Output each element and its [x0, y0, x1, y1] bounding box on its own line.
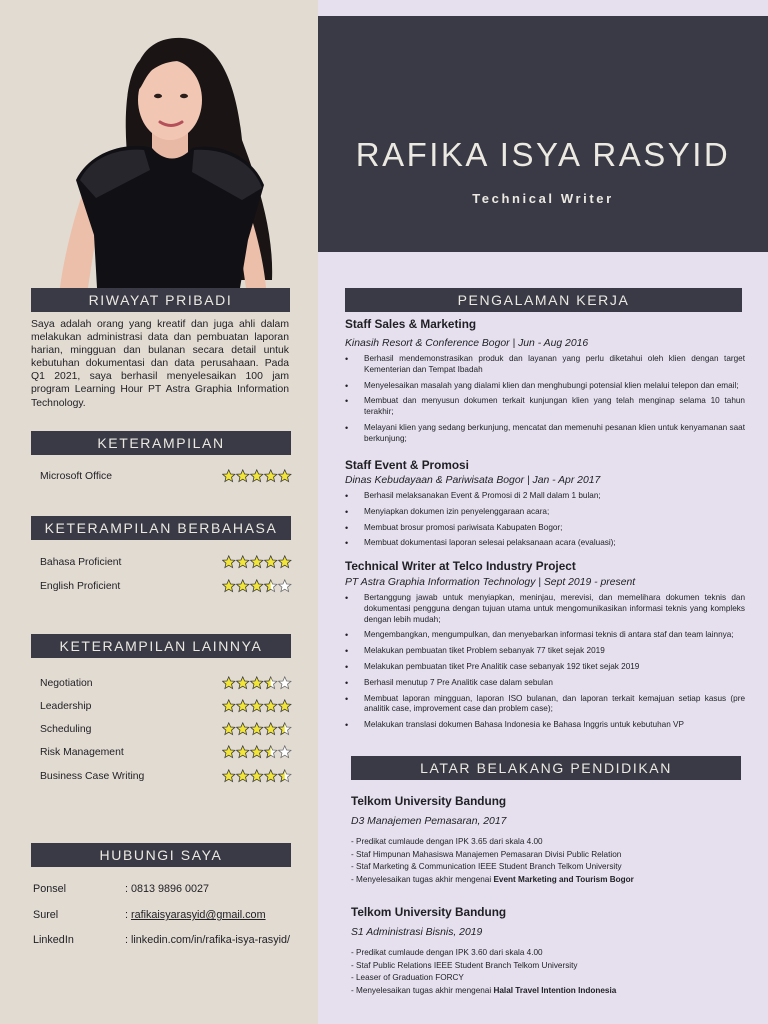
- job-bullet: • Menyelesaikan masalah yang dialami klien dan menghubungi potensial klien melalui telepon dan email;: [345, 381, 745, 392]
- job-bullet: • Berhasil menutup 7 Pre Analitik case dalam sebulan: [345, 678, 745, 689]
- section-languages-header: KETERAMPILAN BERBAHASA: [31, 516, 291, 540]
- education-items: [351, 947, 751, 997]
- education-item-bold: Halal Travel Intention Indonesia: [493, 985, 617, 995]
- job-title: Staff Event & Promosi: [345, 458, 469, 472]
- job-bullets: [345, 354, 745, 445]
- star-icon: [236, 745, 250, 759]
- star-icon: [250, 722, 264, 736]
- contact-phone-value: : 0813 9896 0027: [125, 883, 210, 895]
- star-icon: [250, 769, 264, 783]
- skill-row: [40, 722, 290, 738]
- contact-email-link[interactable]: rafikaisyarasyid@gmail.com: [131, 909, 266, 921]
- job-title: Staff Sales & Marketing: [345, 317, 477, 331]
- contact-email-row: [33, 907, 313, 923]
- education-item-text: - Predikat cumlaude dengan IPK 3.60 dari skala 4.00: [351, 948, 543, 957]
- job-bullets: [345, 593, 745, 731]
- section-education-header: LATAR BELAKANG PENDIDIKAN: [351, 756, 741, 780]
- skill-label: Risk Management: [40, 747, 124, 758]
- job-bullets: [345, 491, 745, 549]
- job-title: Technical Writer at Telco Industry Project: [345, 559, 576, 573]
- skill-row: [40, 745, 290, 761]
- star-icon: [222, 699, 236, 713]
- star-icon: [278, 469, 292, 483]
- name-banner: [318, 16, 768, 252]
- education-item-text: - Staf Marketing & Communication IEEE Student Branch Telkom University: [351, 862, 622, 872]
- education-school: Telkom University Bandung: [351, 794, 507, 808]
- star-icon: [236, 699, 250, 713]
- job-company: Dinas Kebudayaan & Pariwisata Bogor | Jan - Apr 2017: [345, 475, 601, 486]
- job-bullet: • Berhasil mendemonstrasikan produk dan layanan yang perlu diketahui oleh klien dengan target Kementerian dan Tempat Ibadah: [345, 354, 745, 376]
- education-entry-1: [351, 794, 751, 886]
- education-item-text: - Menyelesaikan tugas akhir mengenai: [351, 985, 494, 995]
- skill-label: Scheduling: [40, 724, 92, 735]
- star-icon: [278, 745, 292, 759]
- about-text: Saya adalah orang yang kreatif dan juga ahli dalam melakukan administrasi data dan pembuatan laporan harian, mingguan dan bulanan secara detail untuk kebutuhan dokumentasi dan data perusahaan. Pada Q1 2021, saya berhasil menyelesaikan 100 jam program Learning Hour PT Astra Graphia Information Technology.: [31, 319, 289, 409]
- education-item: [351, 861, 751, 874]
- star-icon: [222, 676, 236, 690]
- section-experience-header: PENGALAMAN KERJA: [345, 288, 742, 312]
- contact-email-label: Surel: [33, 909, 59, 921]
- contact-linkedin-row: [33, 932, 313, 948]
- star-icon: [250, 579, 264, 593]
- education-item: [351, 960, 751, 973]
- star-icon: [264, 579, 278, 593]
- job-bullet: • Membuat laporan mingguan, laporan ISO bulanan, dan laporan terkait kemajuan setiap kasus (pre analitik case, improvement case dan problem case);: [345, 694, 745, 716]
- education-school: Telkom University Bandung: [351, 905, 507, 919]
- star-icon: [264, 555, 278, 569]
- job-bullet: • Melakukan translasi dokumen Bahasa Indonesia ke Bahasa Inggris untuk kebutuhan VP: [345, 720, 745, 731]
- star-rating: [222, 579, 292, 595]
- star-rating: [222, 699, 292, 715]
- job-bullet: • Membuat brosur promosi pariwisata Kabupaten Bogor;: [345, 523, 745, 534]
- job-company: PT Astra Graphia Information Technology | Sept 2019 - present: [345, 577, 636, 588]
- education-degree: D3 Manajemen Pemasaran, 2017: [351, 816, 507, 827]
- section-other-skills-header: KETERAMPILAN LAINNYA: [31, 634, 291, 658]
- education-items: [351, 836, 751, 886]
- section-contact-header: HUBUNGI SAYA: [31, 843, 291, 867]
- skill-label: Negotiation: [40, 678, 93, 689]
- job-bullet: • Membuat dan menyusun dokumen terkait kunjungan klien yang telah menginap selama 10 tahun terakhir;: [345, 396, 745, 418]
- profile-photo: [52, 30, 274, 288]
- contact-phone-label: Ponsel: [33, 883, 67, 895]
- job-bullet: • Melakukan pembuatan tiket Problem sebanyak 77 tiket sejak 2019: [345, 646, 745, 657]
- education-item-text: - Menyelesaikan tugas akhir mengenai: [351, 874, 494, 884]
- job-bullet: • Membuat dokumentasi laporan selesai pelaksanaan acara (evaluasi);: [345, 538, 745, 549]
- skill-label: Leadership: [40, 701, 92, 712]
- star-icon: [236, 722, 250, 736]
- skill-label: Business Case Writing: [40, 771, 145, 782]
- star-icon: [250, 676, 264, 690]
- star-icon: [222, 555, 236, 569]
- star-icon: [278, 699, 292, 713]
- education-item-text: - Predikat cumlaude dengan IPK 3.65 dari skala 4.00: [351, 837, 543, 846]
- job-bullet: • Mengembangkan, mengumpulkan, dan menyebarkan informasi teknis di antara staf dan team lainnya;: [345, 630, 745, 641]
- star-icon: [222, 722, 236, 736]
- star-rating: [222, 469, 292, 485]
- education-item-text: - Staf Himpunan Mahasiswa Manajemen Pemasaran Divisi Public Relation: [351, 849, 622, 859]
- skill-label: English Proficient: [40, 581, 121, 592]
- star-icon: [264, 745, 278, 759]
- star-icon: [236, 579, 250, 593]
- job-bullet: • Melakukan pembuatan tiket Pre Analitik case sebanyak 192 tiket sejak 2019: [345, 662, 745, 673]
- contact-linkedin-link[interactable]: : linkedin.com/in/rafika-isya-rasyid/: [125, 934, 291, 946]
- star-icon: [278, 676, 292, 690]
- star-icon: [236, 469, 250, 483]
- education-degree: S1 Administrasi Bisnis, 2019: [351, 927, 483, 938]
- skill-row: [40, 769, 290, 785]
- star-rating: [222, 745, 292, 761]
- education-item-text: - Staf Public Relations IEEE Student Branch Telkom University: [351, 960, 578, 970]
- education-item-bold: Event Marketing and Tourism Bogor: [493, 874, 634, 884]
- star-icon: [236, 676, 250, 690]
- star-icon: [222, 745, 236, 759]
- star-icon: [264, 676, 278, 690]
- skill-label: Microsoft Office: [40, 471, 112, 482]
- education-item: [351, 849, 751, 862]
- star-icon: [236, 555, 250, 569]
- section-skills-header: KETERAMPILAN: [31, 431, 291, 455]
- contact-linkedin-label: LinkedIn: [33, 934, 74, 946]
- star-rating: [222, 769, 292, 785]
- star-icon: [250, 469, 264, 483]
- candidate-role: Technical Writer: [472, 191, 614, 206]
- star-icon: [250, 699, 264, 713]
- education-entry-2: [351, 905, 751, 997]
- skill-row: [40, 469, 290, 485]
- star-icon: [264, 699, 278, 713]
- job-bullet: • Menyiapkan dokumen izin penyelenggaraan acara;: [345, 507, 745, 518]
- job-entry-3: [345, 559, 745, 736]
- star-rating: [222, 676, 292, 692]
- star-icon: [278, 769, 292, 783]
- skill-row: [40, 676, 290, 692]
- skill-row: [40, 699, 290, 715]
- skill-row: [40, 579, 290, 595]
- education-item: [351, 985, 751, 998]
- education-item-text: - Leaser of Graduation FORCY: [351, 973, 464, 983]
- job-company: Kinasih Resort & Conference Bogor | Jun - Aug 2016: [345, 338, 589, 349]
- skill-row: [40, 555, 290, 571]
- education-item: [351, 947, 751, 960]
- skill-label: Bahasa Proficient: [40, 557, 122, 568]
- education-item: [351, 836, 751, 849]
- job-bullet: • Melayani klien yang sedang berkunjung, mencatat dan memenuhi pesanan klien untuk kenyamanan saat berkunjung;: [345, 423, 745, 445]
- star-icon: [250, 555, 264, 569]
- star-icon: [278, 722, 292, 736]
- star-icon: [222, 769, 236, 783]
- star-icon: [222, 579, 236, 593]
- job-bullet: • Berhasil melaksanakan Event & Promosi di 2 Mall dalam 1 bulan;: [345, 491, 745, 502]
- star-icon: [250, 745, 264, 759]
- section-personal-header: RIWAYAT PRIBADI: [31, 288, 290, 312]
- star-icon: [264, 769, 278, 783]
- star-icon: [222, 469, 236, 483]
- candidate-name: RAFIKA ISYA RASYID: [355, 136, 731, 173]
- job-entry-2: [345, 458, 745, 554]
- star-rating: [222, 722, 292, 738]
- education-item: [351, 874, 751, 887]
- job-entry-1: [345, 317, 745, 450]
- star-icon: [278, 579, 292, 593]
- star-icon: [278, 555, 292, 569]
- job-bullet: • Bertanggung jawab untuk menyiapkan, meninjau, merevisi, dan memelihara dokumen teknis dan dokumentasi pengguna dengan tujuan utama untuk mengomunikasikan informasi teknis yang kompleks dengan lebih mudah;: [345, 593, 745, 625]
- star-icon: [264, 722, 278, 736]
- contact-phone-row: [33, 881, 313, 897]
- star-icon: [264, 469, 278, 483]
- star-rating: [222, 555, 292, 571]
- star-icon: [236, 769, 250, 783]
- education-item: [351, 972, 751, 985]
- contact-email-prefix: :: [125, 909, 128, 921]
